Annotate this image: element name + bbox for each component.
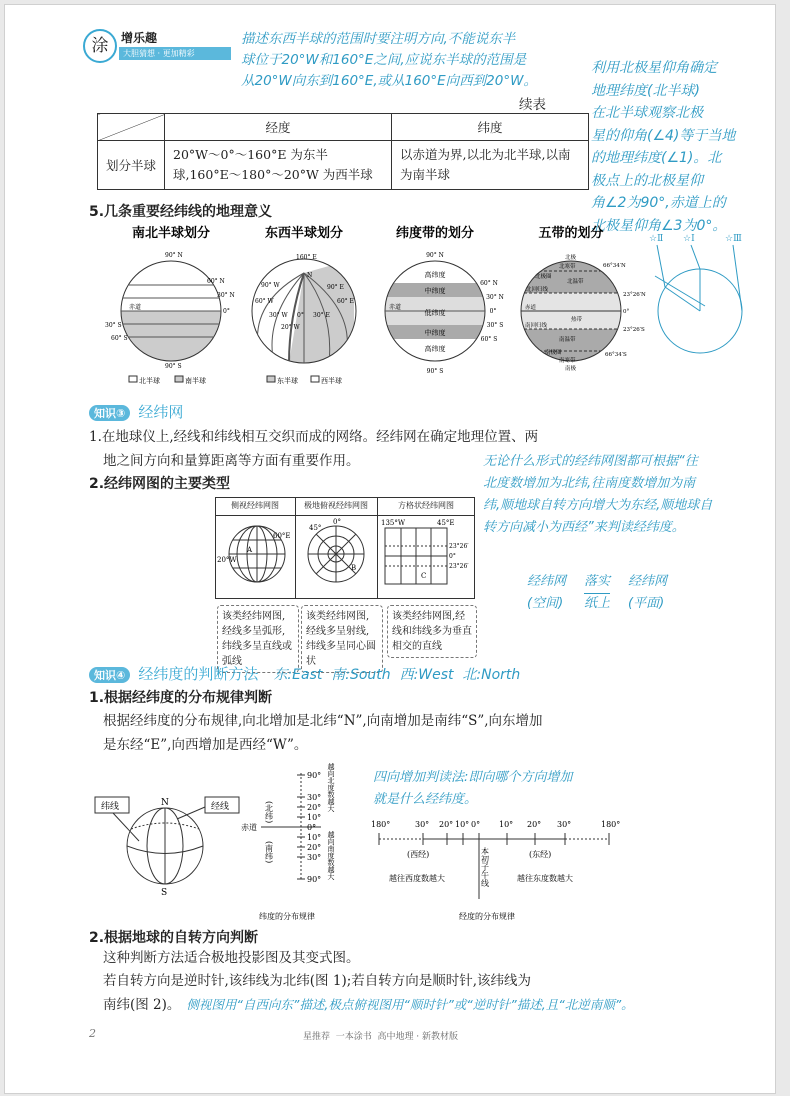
text-line: 是东经“E”,向西增加是西经“W”。 — [103, 737, 308, 753]
note-line: 星的仰角(∠4)等于当地 — [591, 127, 736, 144]
globe-label: 0° — [297, 312, 304, 319]
globe-label: 0° — [623, 309, 630, 315]
globe-north-south — [105, 252, 235, 385]
lat-tick-label: 10° — [307, 833, 322, 842]
globe-label: 30° S — [105, 322, 122, 329]
note-text: 经纬网 — [628, 574, 668, 589]
lon-tick-label: 180° — [601, 820, 621, 829]
note-text: (空间) — [527, 596, 564, 611]
east-longitude-label: (东经) — [529, 850, 552, 859]
south-label: S — [161, 888, 168, 898]
globe-label: 北回归线 — [526, 287, 549, 293]
globe-label: 90° E — [327, 284, 344, 291]
globe-label: 热带 — [571, 317, 583, 323]
page — [4, 4, 776, 1094]
globe-label: 60° N — [480, 280, 498, 287]
k4-paragraph-2 — [103, 947, 634, 1017]
grid-label: 45° — [309, 524, 322, 532]
note-line: 北度数增加为北纬,往南度数增加为南 — [483, 476, 696, 491]
lat-tick-label: 0° — [307, 823, 317, 832]
polaris-sketch — [645, 231, 775, 356]
cell-latitude: 以赤道为界,以北为北半球,以南为南半球 — [392, 141, 589, 190]
grid-label: 45°E — [437, 519, 455, 527]
grid-label: 60°E — [273, 532, 291, 540]
note-col — [527, 571, 566, 615]
star-label: ☆Ⅰ — [683, 234, 695, 244]
prime-meridian-label: 本初子午线 — [480, 847, 490, 887]
globe-label: 北极 — [565, 255, 577, 261]
lon-tick-label: 20° — [527, 820, 542, 829]
logo-text: 增乐趣 — [121, 31, 158, 45]
type-header: 极地俯视经纬网图 — [304, 501, 368, 510]
globe-label: 南极 — [565, 366, 577, 372]
text-line: 这种判断方法适合极地投影图及其变式图。 — [103, 950, 360, 966]
globe-label: 低纬度 — [424, 309, 446, 317]
globe-label: 北寒带 — [559, 264, 576, 270]
hemisphere-table — [97, 113, 589, 190]
col-header-longitude: 经度 — [165, 114, 392, 141]
lon-tick-label: 20° — [439, 820, 454, 829]
globe-label: 60° S — [111, 335, 128, 342]
globe-label: 90° S — [426, 368, 444, 375]
note-col — [628, 571, 667, 615]
globe-title: 纬度带的划分 — [395, 226, 475, 241]
star-label: ☆Ⅱ — [649, 234, 664, 244]
note-line: 从20°W向东到160°E,或从160°E向西到20°W。 — [241, 73, 537, 89]
star-label: ☆Ⅲ — [725, 234, 742, 244]
text-line: 1.在地球仪上,经线和纬线相互交织而成的网络。经纬网在确定地理位置、两 — [89, 429, 539, 445]
globe-label: 60° N — [207, 278, 225, 285]
note-line: 角∠2为90°,赤道上的 — [591, 195, 726, 211]
grid-label: 135°W — [381, 519, 406, 527]
globe-label: 30° E — [313, 312, 330, 319]
globe-label: 赤道 — [129, 304, 142, 311]
globe-label: 高纬度 — [424, 345, 446, 353]
globe-label: 北温带 — [567, 279, 584, 285]
lat-tick-label: 30° — [307, 853, 322, 862]
globe-label: 60° W — [255, 298, 274, 305]
note-line: 球位于20°W和160°E之间,应说东半球的范围是 — [241, 52, 527, 68]
lon-tick-label: 30° — [415, 820, 430, 829]
note-line: 四向增加判读法:即向哪个方向增加 — [373, 770, 573, 785]
logo-subtitle: 大胆猜想 · 更加精彩 — [119, 47, 231, 60]
globe-label: 南温带 — [559, 337, 576, 343]
section-5-title: 5.几条重要经纬线的地理意义 — [89, 204, 273, 220]
point-label: C — [421, 572, 427, 580]
knowledge-title: 经纬度的判断方法 — [138, 665, 259, 683]
badge-number: ④ — [116, 669, 126, 682]
note-text: (平面) — [628, 596, 665, 611]
note-line: 纬,顺地球自转方向增大为东经,顺地球自 — [483, 498, 713, 513]
lon-tick-label: 10° — [455, 820, 470, 829]
grid-label: 0° — [333, 518, 341, 526]
text-line: 地之间方向和量算距离等方面有重要作用。 — [103, 453, 360, 469]
latitude-axis — [241, 762, 335, 921]
globe-label: 南寒带 — [559, 358, 576, 364]
lat-tick-label: 20° — [307, 803, 322, 812]
globe-label: 南极圈 — [545, 350, 562, 356]
globe-label: 20° W — [281, 324, 300, 331]
legend-south: 南半球 — [185, 377, 206, 385]
latitude-line-label: 纬线 — [101, 802, 120, 812]
lat-tick-label: 10° — [307, 813, 322, 822]
globe-label: 中纬度 — [424, 287, 446, 295]
knowledge-title: 经纬网 — [138, 403, 184, 421]
note-line: 的地理纬度(∠1)。北 — [591, 150, 722, 166]
globe-label: 南回归线 — [525, 323, 548, 329]
globe-label: 90° N — [426, 252, 444, 259]
knowledge-3-header — [89, 401, 183, 422]
globe-label: 中纬度 — [424, 329, 446, 337]
globe-label: 30° N — [486, 294, 504, 301]
latitude-caption: 纬度的分布规律 — [259, 912, 315, 921]
note-hemisphere-range — [241, 29, 537, 92]
globe-title: 南北半球划分 — [131, 226, 211, 241]
north-increase-label: 越向北度数越大 — [327, 763, 335, 812]
knowledge-badge — [89, 667, 130, 683]
legend-east: 东半球 — [277, 377, 298, 385]
globe-label: 北极圈 — [535, 274, 552, 280]
globe-label: 0° — [489, 308, 497, 315]
globe-label: N — [307, 272, 313, 279]
note-line: 转方向减小为西经”来判读经纬度。 — [483, 520, 685, 535]
logo-glyph: 涂 — [83, 29, 117, 63]
type-header: 方格状经纬网图 — [398, 501, 454, 510]
k3-subtitle-2: 2.经纬网图的主要类型 — [89, 476, 231, 492]
west-increase-label: 越往西度数越大 — [389, 874, 445, 883]
grid-label: 20°W — [217, 556, 237, 564]
globe-label: 66°34′S — [605, 352, 627, 358]
globe-label: 30° W — [269, 312, 288, 319]
south-latitude-label: (南纬) — [264, 841, 274, 864]
equator-label: 赤道 — [241, 823, 257, 832]
north-latitude-label: (北纬) — [264, 801, 274, 824]
note-directions: 东:East 南:South 西:West 北:North — [273, 667, 521, 683]
globe-east-west — [252, 254, 356, 385]
continued-label: 续表 — [519, 97, 546, 113]
table-corner — [98, 114, 165, 141]
note-grid-reading — [483, 451, 712, 539]
type-description: 该类经纬网图,经线多呈弧形,纬线多呈直线或弧线 — [217, 605, 299, 673]
globe-label: 30° N — [217, 292, 235, 299]
note-col — [584, 571, 611, 611]
west-longitude-label: (西经) — [407, 850, 430, 859]
south-increase-label: 越向南度数越大 — [327, 831, 335, 880]
legend-north: 北半球 — [139, 377, 160, 385]
longitude-axis — [371, 820, 620, 921]
lon-tick-label: 0° — [471, 820, 481, 829]
globe-label: 23°26′S — [623, 327, 645, 333]
note-map-relation — [527, 571, 667, 615]
note-line: 描述东西半球的范围时要注明方向,不能说东半 — [241, 31, 516, 47]
globe-latitude-zones — [379, 252, 504, 375]
cell-longitude: 20°W～0°～160°E 为东半球,160°E～180°～20°W 为西半球 — [165, 141, 392, 190]
globe-label: 60° S — [480, 336, 498, 343]
lat-tick-label: 20° — [307, 843, 322, 852]
note-line: 无论什么形式的经纬网图都可根据“往 — [483, 454, 698, 469]
k4-subtitle-2: 2.根据地球的自转方向判断 — [89, 930, 259, 946]
col-header-latitude: 纬度 — [392, 114, 589, 141]
globe-label: 90° N — [165, 252, 183, 259]
globe-label: 23°26′N — [623, 292, 646, 298]
lon-tick-label: 30° — [557, 820, 572, 829]
globe-label: 60° E — [337, 298, 354, 305]
globe-label: 0° — [223, 308, 230, 315]
text-line: 若自转方向是逆时针,该纬线为北纬(图 1);若自转方向是顺时针,该纬线为 — [103, 973, 532, 989]
note-line: 在北半球观察北极 — [591, 105, 703, 121]
note-line: 极点上的北极星仰 — [591, 172, 703, 189]
knowledge-badge — [89, 405, 130, 421]
note-line: 北极星仰角∠3为0°。 — [591, 217, 727, 234]
north-label: N — [161, 798, 169, 808]
lon-tick-label: 10° — [499, 820, 514, 829]
globe-label: 赤道 — [388, 304, 402, 311]
grid-types-figure — [215, 497, 475, 667]
note-text: 落实 — [584, 574, 611, 589]
lat-tick-label: 90° — [307, 771, 322, 780]
globe-title: 五带的划分 — [538, 226, 604, 241]
note-line: 利用北极星仰角确定 — [591, 60, 717, 76]
globe-label: 90° W — [261, 282, 280, 289]
footer-text: 星推荐 一本涂书 高中地理 · 新教材版 — [303, 1032, 459, 1042]
longitude-line-label: 经线 — [211, 802, 230, 812]
globe-label: 66°34′N — [603, 263, 626, 269]
grid-label: 0° — [449, 553, 456, 560]
text-line: 南纬(图 2)。 — [103, 997, 181, 1013]
point-label: B — [351, 564, 357, 572]
badge-text: 知识 — [94, 669, 116, 682]
knowledge-4-header — [89, 663, 520, 684]
grid-label: 23°26′ — [449, 563, 469, 570]
lon-tick-label: 180° — [371, 820, 391, 829]
note-text: 纸上 — [584, 596, 611, 611]
globe-label: 高纬度 — [424, 271, 446, 279]
page-number: 2 — [89, 1027, 96, 1040]
lat-tick-label: 90° — [307, 875, 322, 884]
lat-tick-label: 30° — [307, 793, 322, 802]
square-grid — [385, 528, 447, 584]
note-line: 地理纬度(北半球) — [591, 82, 700, 99]
type-description: 该类经纬网图,经线多呈射线,纬线多呈同心圆状 — [301, 605, 383, 673]
k4-subtitle-1: 1.根据经纬度的分布规律判断 — [89, 690, 273, 706]
k3-paragraph — [89, 425, 538, 473]
note-rotation: 侧视图用“自西向东”描述,极点俯视图用“顺时针”或“逆时针”描述,且“北逆南顺”。 — [186, 997, 634, 1012]
globe-label: 赤道 — [525, 305, 537, 311]
note-polaris — [591, 57, 773, 237]
east-increase-label: 越往东度数越大 — [517, 874, 573, 883]
k4-paragraph-1 — [103, 709, 543, 757]
globe-five-zones — [519, 253, 646, 372]
type-header: 侧视经纬网图 — [231, 501, 279, 510]
note-line: 就是什么经纬度。 — [373, 792, 478, 807]
text-line: 根据经纬度的分布规律,向北增加是北纬“N”,向南增加是南纬“S”,向东增加 — [103, 713, 543, 729]
point-label: A — [247, 546, 253, 554]
globe-label: 90° S — [165, 363, 182, 370]
note-text: 经纬网 — [527, 574, 567, 589]
note-four-directions — [373, 767, 572, 811]
globe-title: 东西半球划分 — [264, 226, 344, 241]
globe-label: 30° S — [486, 322, 504, 329]
globes-figure — [89, 223, 649, 393]
row-label: 划分半球 — [98, 141, 165, 190]
badge-text: 知识 — [94, 407, 116, 420]
longitude-caption: 经度的分布规律 — [459, 912, 515, 921]
legend-west: 西半球 — [321, 377, 342, 385]
globe-label: 160° E — [296, 254, 317, 261]
grid-label: 23°26′ — [449, 543, 469, 550]
badge-number: ③ — [116, 407, 126, 420]
type-description: 该类经纬网图,经线和纬线多为垂直相交的直线 — [387, 605, 477, 658]
polar-view-grid — [308, 526, 364, 582]
